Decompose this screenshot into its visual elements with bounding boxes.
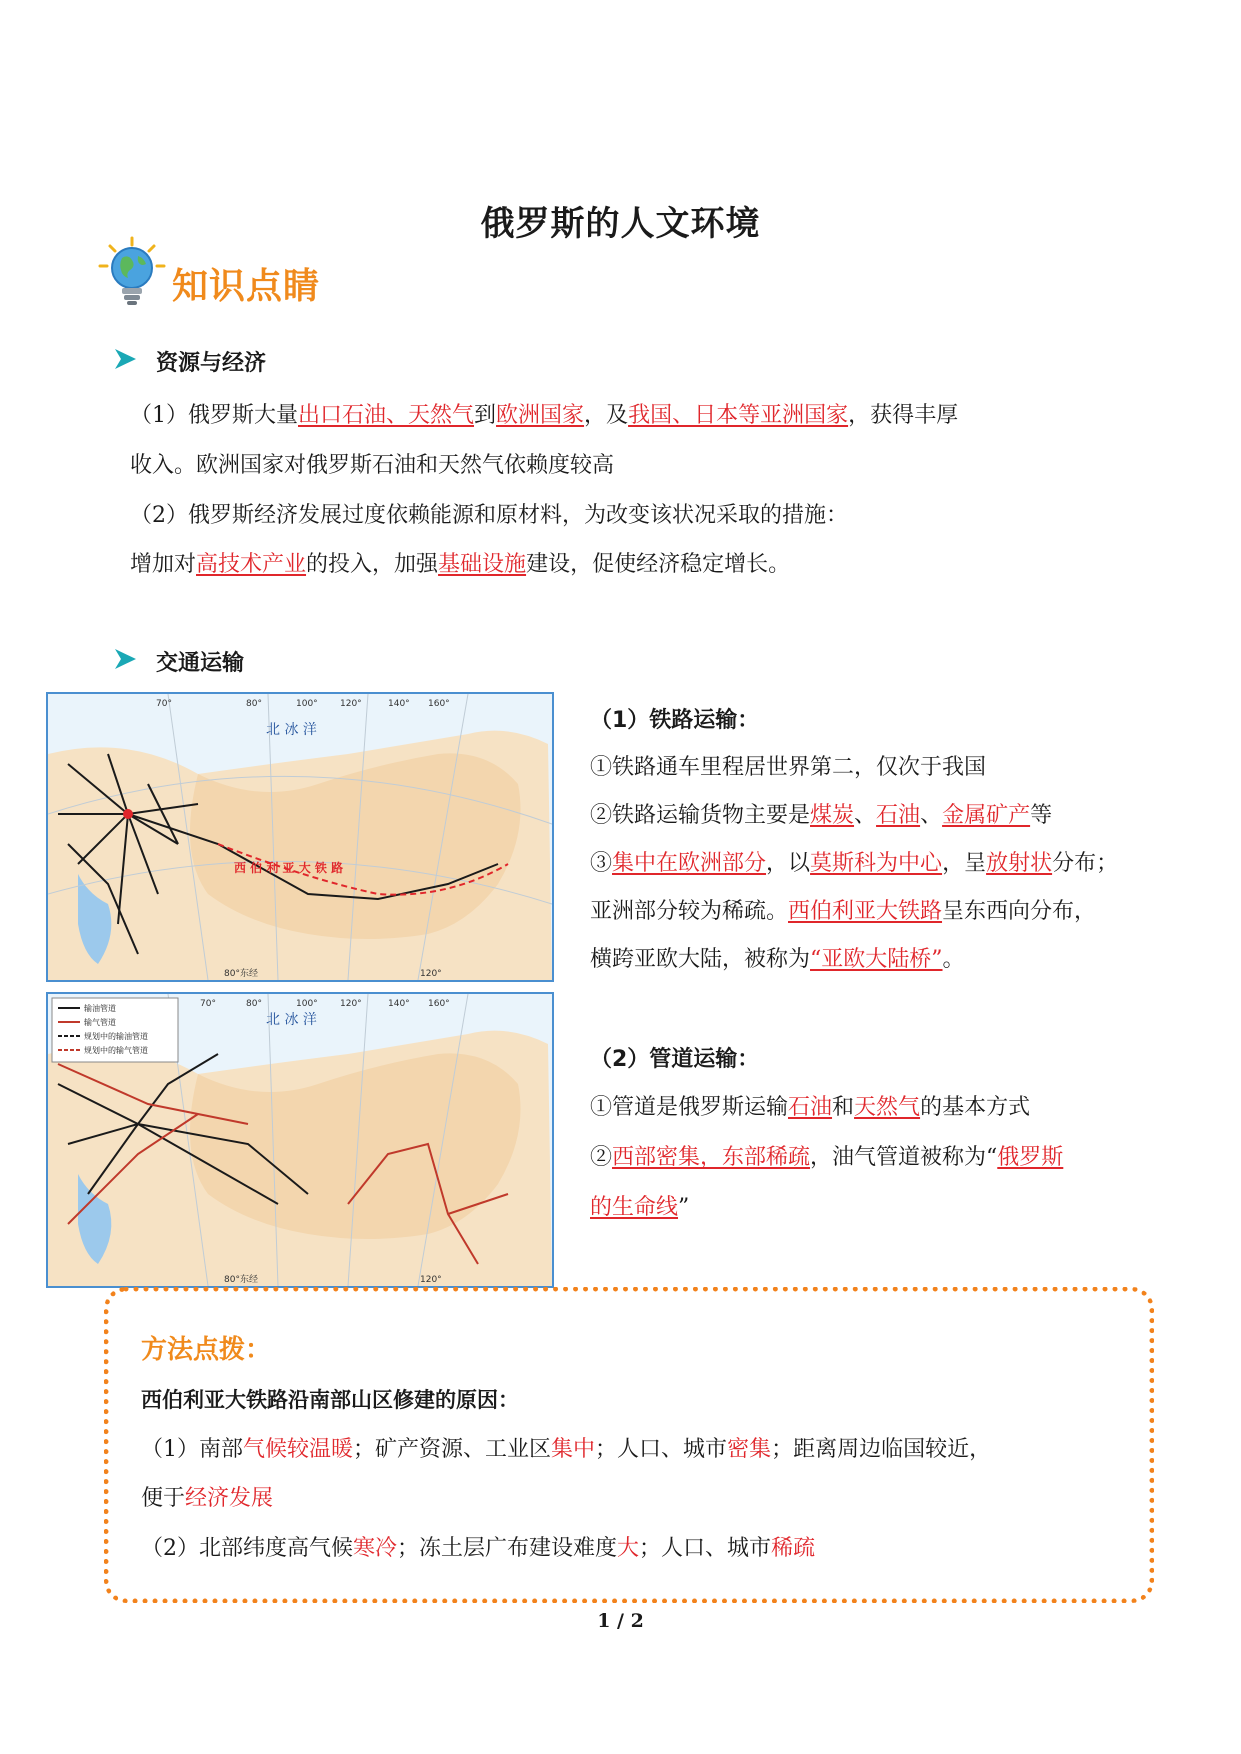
resources-paragraph-1: （1）俄罗斯大量出口石油、天然气到欧洲国家，及我国、日本等亚洲国家，获得丰厚 bbox=[130, 403, 959, 428]
svg-text:100°: 100° bbox=[296, 699, 318, 709]
resources-paragraph-2: （2）俄罗斯经济发展过度依赖能源和原材料，为改变该状况采取的措施： bbox=[130, 503, 848, 528]
svg-text:输气管道: 输气管道 bbox=[84, 1018, 116, 1027]
answer-high-tech: 高技术产业 bbox=[196, 552, 307, 577]
rail-point-3: ③集中在欧洲部分，以莫斯科为中心，呈放射状分布； bbox=[590, 851, 1119, 876]
railway-map-graphic bbox=[48, 694, 552, 980]
rail-point-3-line3: 横跨亚欧大陆，被称为“亚欧大陆桥”。 bbox=[590, 947, 965, 972]
method-title: 方法点拨： bbox=[141, 1335, 272, 1365]
method-line-3: （2）北部纬度高气候寒冷；冻土层广布建设难度大；人口、城市稀疏 bbox=[141, 1536, 816, 1561]
badge-label: 知识点睛 bbox=[172, 266, 321, 307]
section-arrow-icon bbox=[113, 348, 137, 370]
ocean-label: 北 冰 洋 bbox=[266, 1012, 317, 1028]
answer-asia: 我国、日本等亚洲国家 bbox=[628, 403, 849, 428]
svg-text:70°: 70° bbox=[200, 999, 216, 1009]
svg-text:120°: 120° bbox=[420, 969, 442, 979]
svg-text:80°东经: 80°东经 bbox=[224, 1275, 258, 1285]
page-number: 1 / 2 bbox=[597, 1610, 644, 1632]
svg-text:70°: 70° bbox=[156, 699, 172, 709]
pipeline-map bbox=[46, 992, 554, 1288]
answer-infrastructure: 基础设施 bbox=[438, 552, 527, 577]
rail-title: （1）铁路运输： bbox=[590, 708, 760, 733]
pipe-point-1: ①管道是俄罗斯运输石油和天然气的基本方式 bbox=[590, 1095, 1031, 1120]
rail-point-1: ①铁路通车里程居世界第二，仅次于我国 bbox=[590, 755, 987, 780]
lightbulb-globe-icon bbox=[96, 236, 168, 308]
resources-paragraph-2-line2: 增加对高技术产业的投入，加强基础设施建设，促使经济稳定增长。 bbox=[130, 552, 791, 577]
svg-text:160°: 160° bbox=[428, 699, 450, 709]
pipe-point-2: ②西部密集，东部稀疏，油气管道被称为“俄罗斯 bbox=[590, 1145, 1064, 1170]
answer-export-oil-gas: 出口石油、天然气 bbox=[298, 403, 475, 428]
resources-paragraph-1-line2: 收入。欧洲国家对俄罗斯石油和天然气依赖度较高 bbox=[130, 453, 615, 478]
svg-text:80°: 80° bbox=[246, 999, 262, 1009]
pipeline-map-graphic bbox=[48, 994, 552, 1286]
page-title: 俄罗斯的人文环境 bbox=[480, 204, 761, 244]
svg-text:输油管道: 输油管道 bbox=[84, 1004, 116, 1013]
method-heading: 西伯利亚大铁路沿南部山区修建的原因： bbox=[141, 1388, 519, 1412]
method-line-2: 便于经济发展 bbox=[141, 1486, 274, 1511]
svg-text:140°: 140° bbox=[388, 999, 410, 1009]
rail-point-3-line2: 亚洲部分较为稀疏。西伯利亚大铁路呈东西向分布， bbox=[590, 899, 1097, 924]
method-line-1: （1）南部气候较温暖；矿产资源、工业区集中；人口、城市密集；距离周边临国较近， bbox=[141, 1437, 992, 1462]
svg-text:140°: 140° bbox=[388, 699, 410, 709]
svg-text:160°: 160° bbox=[428, 999, 450, 1009]
pipe-title: （2）管道运输： bbox=[590, 1047, 760, 1072]
svg-text:80°东经: 80°东经 bbox=[224, 969, 258, 979]
svg-text:120°: 120° bbox=[340, 699, 362, 709]
rail-point-2: ②铁路运输货物主要是煤炭、石油、金属矿产等 bbox=[590, 803, 1053, 828]
svg-text:100°: 100° bbox=[296, 999, 318, 1009]
svg-text:规划中的输油管道: 规划中的输油管道 bbox=[84, 1032, 148, 1041]
ocean-label: 北 冰 洋 bbox=[266, 722, 317, 738]
section-title-transport: 交通运输 bbox=[156, 651, 245, 676]
svg-text:120°: 120° bbox=[340, 999, 362, 1009]
section-title-resources: 资源与经济 bbox=[156, 351, 267, 376]
svg-text:规划中的输气管道: 规划中的输气管道 bbox=[84, 1046, 148, 1055]
pipe-point-2-line2: 的生命线” bbox=[590, 1195, 690, 1220]
section-arrow-icon bbox=[113, 648, 137, 670]
svg-text:80°: 80° bbox=[246, 699, 262, 709]
svg-text:120°: 120° bbox=[420, 1275, 442, 1285]
railway-map bbox=[46, 692, 554, 982]
answer-europe: 欧洲国家 bbox=[496, 403, 585, 428]
rail-label: 西 伯 利 亚 大 铁 路 bbox=[234, 861, 344, 875]
